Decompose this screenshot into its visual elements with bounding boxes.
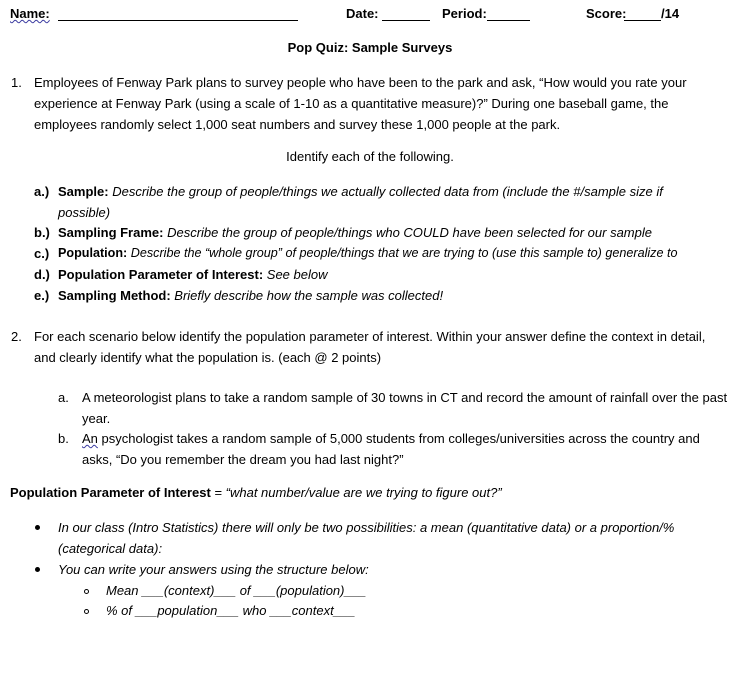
template-mean: Mean ___(context)___ of ___(population)___ [106, 583, 367, 598]
q1-item-d-desc: See below [266, 267, 328, 282]
parameter-equals: = [210, 485, 226, 500]
parameter-bullet-2: You can write your answers using the structure below: [58, 562, 369, 577]
q1-item-d-label: Population Parameter of Interest: [58, 267, 264, 282]
parameter-heading [10, 482, 502, 503]
score-blank[interactable] [624, 20, 661, 21]
bullet-icon [35, 567, 40, 572]
q1-item-e-letter: e.) [34, 288, 50, 303]
q2-scenario-a-letter: a. [58, 390, 69, 405]
q1-item-a-letter: a.) [34, 184, 50, 199]
q2-scenario-b-text: psychologist takes a random sample of 5,000 students from colleges/universities across the country and asks, “Do you remember the dream you had last night?” [82, 431, 700, 467]
period-label: Period: [442, 6, 487, 21]
circle-bullet-icon [84, 609, 89, 614]
q1-item-e-desc: Briefly describe how the sample was collected! [174, 288, 444, 303]
circle-bullet-icon [84, 589, 89, 594]
q1-item-a [58, 181, 708, 223]
q1-item-e [58, 285, 443, 306]
q1-item-c-letter: c.) [34, 246, 50, 261]
q2-scenario-b-letter: b. [58, 431, 69, 446]
parameter-label: Population Parameter of Interest [10, 485, 211, 500]
q1-item-b-label: Sampling Frame: [58, 225, 164, 240]
name-label: Name: [10, 6, 50, 21]
name-blank[interactable] [58, 20, 298, 21]
q1-item-c-label: Population: [58, 246, 128, 260]
page-title: Pop Quiz: Sample Surveys [287, 40, 453, 55]
q1-instruction: Identify each of the following. [286, 149, 454, 164]
bullet-icon [35, 525, 40, 530]
q2-number: 2. [11, 329, 22, 344]
period-blank[interactable] [487, 20, 530, 21]
date-blank[interactable] [382, 20, 430, 21]
q1-item-b-letter: b.) [34, 225, 50, 240]
q1-text: Employees of Fenway Park plans to survey people who have been to the park and ask, “How would you rate your experience at Fenway Park (using a scale of 1-10 as a quantitative measure)?” During one baseball game, the employees randomly select 1,000 seat numbers and survey these 1,000 people at the park. [34, 75, 687, 132]
q2-scenario-b [82, 428, 732, 470]
score-total: /14 [661, 6, 680, 21]
q1-item-c-desc: Describe the “whole group” of people/things that we are trying to (use this sample to) generalize to [130, 246, 678, 260]
template-proportion: % of ___population___ who ___context___ [106, 603, 356, 618]
q2-scenario-b-first-word: An [82, 431, 98, 446]
parameter-desc: “what number/value are we trying to figure out?” [225, 485, 502, 500]
score-label: Score: [586, 6, 627, 21]
q1-item-e-label: Sampling Method: [58, 288, 171, 303]
q1-item-b [58, 222, 652, 243]
q1-item-d [58, 264, 328, 285]
parameter-bullet-1: In our class (Intro Statistics) there will only be two possibilities: a mean (quantitative data) or a proportion/% (categorical data): [58, 520, 675, 556]
q1-number: 1. [11, 75, 22, 90]
q1-item-c [58, 243, 678, 264]
q1-item-a-desc: Describe the group of people/things we actually collected data from (include the #/sample size if possible) [58, 184, 663, 220]
q1-item-d-letter: d.) [34, 267, 50, 282]
q2-text: For each scenario below identify the population parameter of interest. Within your answer define the context in detail, and clearly identify what the population is. (each @ 2 points) [34, 329, 706, 365]
date-label: Date: [346, 6, 379, 21]
q1-item-b-desc: Describe the group of people/things who COULD have been selected for our sample [167, 225, 652, 240]
q2-scenario-a: A meteorologist plans to take a random sample of 30 towns in CT and record the amount of rainfall over the past year. [82, 390, 728, 426]
q1-item-a-label: Sample: [58, 184, 109, 199]
